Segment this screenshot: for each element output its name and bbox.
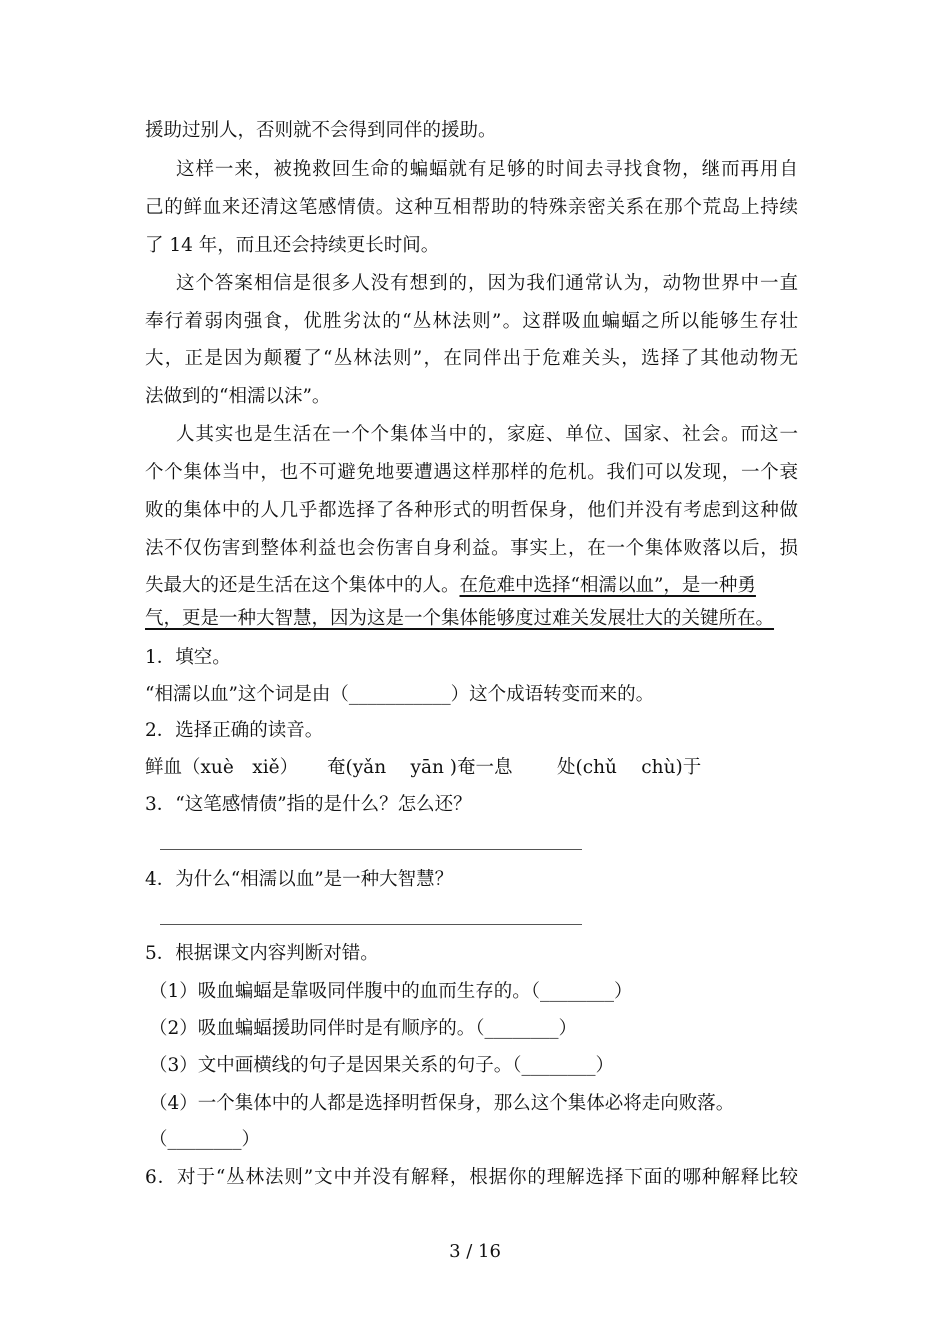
passage-line: 己的鲜血来还清这笔感情债。这种互相帮助的特殊亲密关系在那个荒岛上持续 <box>145 197 798 218</box>
question-title: 5．根据课文内容判断对错。 <box>145 943 379 964</box>
underlined-sentence: 在危难中选择“相濡以血”，是一种勇 <box>459 575 756 596</box>
judgement-item: （1）吸血蝙蝠是靠吸同伴腹中的血而生存的。（________） <box>149 981 633 1002</box>
passage-line: 败的集体中的人几乎都选择了各种形式的明哲保身，他们并没有考虑到这种做 <box>145 500 798 521</box>
passage-line: 人其实也是生活在一个个集体当中的，家庭、单位、国家、社会。而这一 <box>176 424 798 445</box>
passage-line: 这个答案相信是很多人没有想到的，因为我们通常认为，动物世界中一直 <box>176 273 798 294</box>
judgement-item: （3）文中画横线的句子是因果关系的句子。（________） <box>149 1055 615 1076</box>
question-title: 2．选择正确的读音。 <box>145 720 324 741</box>
pinyin-choice: 处(chǔ chù)于 <box>557 757 702 778</box>
passage-line: 援助过别人，否则就不会得到同伴的援助。 <box>145 120 497 141</box>
passage-line: 法不仅伤害到整体利益也会伤害自身利益。事实上，在一个集体败落以后，损 <box>145 538 798 559</box>
passage-line: 这样一来，被挽救回生命的蝙蝠就有足够的时间去寻找食物，继而再用自 <box>176 159 798 180</box>
judgement-item: （2）吸血蝙蝠援助同伴时是有顺序的。（________） <box>149 1018 578 1039</box>
question-title: 6．对于“丛林法则”文中并没有解释，根据你的理解选择下面的哪种解释比较 <box>145 1167 798 1188</box>
answer-line[interactable] <box>160 924 582 925</box>
passage-line: 了 14 年，而且还会持续更长时间。 <box>145 235 440 256</box>
passage-line <box>145 607 774 631</box>
pinyin-choice: 奄(yǎn yān )奄一息 <box>327 757 513 778</box>
passage-line: 奉行着弱肉强食，优胜劣汰的“丛林法则”。这群吸血蝙蝠之所以能够生存壮 <box>145 311 798 332</box>
underlined-sentence: 气，更是一种大智慧，因为这是一个集体能够度过难关发展壮大的关键所在。 <box>145 608 775 629</box>
pinyin-choice: 鲜血（xuè xiě） <box>145 757 299 778</box>
passage-line: 法做到的“相濡以沫”。 <box>145 386 331 407</box>
plain-text: 失最大的还是生活在这个集体中的人。 <box>145 575 460 596</box>
answer-line[interactable] <box>160 849 582 850</box>
question-title: 3．“这笔感情债”指的是什么？怎么还？ <box>145 794 472 815</box>
passage-line: 大，正是因为颠覆了“丛林法则”，在同伴出于危难关头，选择了其他动物无 <box>145 348 798 369</box>
judgement-blank: （________） <box>149 1129 261 1150</box>
question-title: 4．为什么“相濡以血”是一种大智慧？ <box>145 869 454 890</box>
question-title: 1．填空。 <box>145 647 231 668</box>
passage-line: 个个集体当中，也不可避免地要遭遇这样那样的危机。我们可以发现，一个衰 <box>145 462 798 483</box>
judgement-item: （4）一个集体中的人都是选择明哲保身，那么这个集体必将走向败落。 <box>149 1093 735 1114</box>
page-number: 3 / 16 <box>449 1241 501 1262</box>
question-body: “相濡以血”这个词是由（___________）这个成语转变而来的。 <box>145 684 655 705</box>
passage-line <box>145 574 756 598</box>
